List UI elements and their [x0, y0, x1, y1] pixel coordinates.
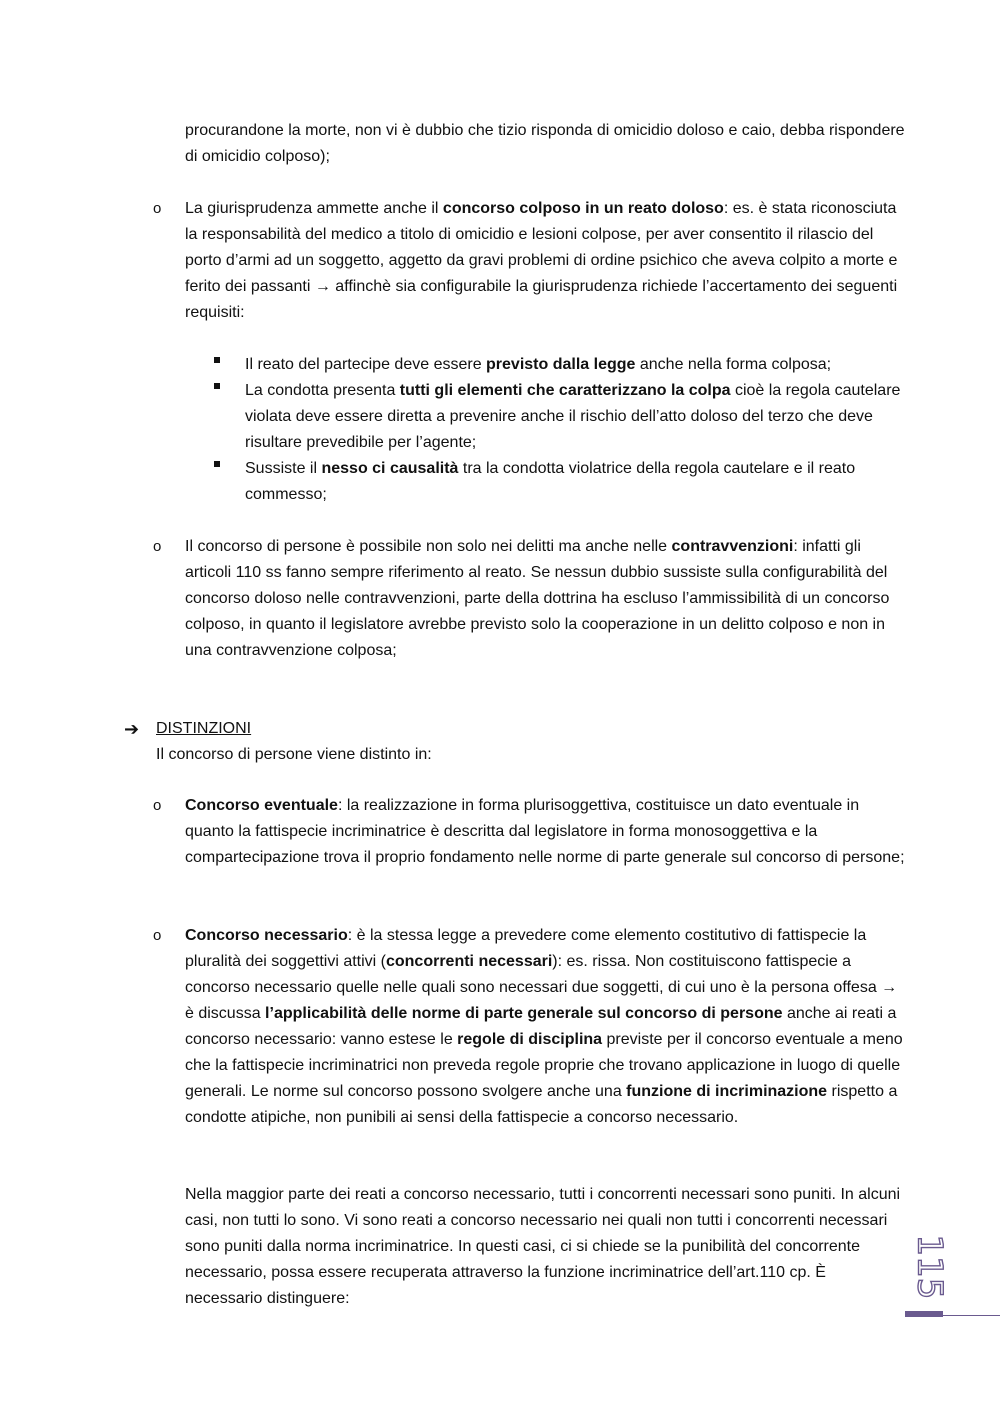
section-intro: Il concorso di persone viene distinto in:: [156, 746, 432, 763]
bullet-circle: o: [153, 927, 162, 944]
list-item-contravvenzioni: Il concorso di persone è possibile non solo nei delitti ma anche nelle contravvenzioni: infatti gli articoli 110 ss fanno sempre riferimento al reato. Se nessun dubbio sussiste sulla configurabilità del concorso doloso nelle contravvenzioni, parte della dottrina ha escluso l’ammissibilità di un concorso colposo, in quanto il legislatore avrebbe previsto solo la cooperazione in un delitto colposo e non in una contravvenzione colposa;: [185, 538, 890, 659]
paragraph-continuation: procurandone la morte, non vi è dubbio che tizio risponda di omicidio doloso e caio, debba rispondere di omicidio colposo);: [185, 122, 905, 165]
page-footer-line: [940, 1315, 1000, 1316]
list-item-concorso-colposo: La giurisprudenza ammette anche il concorso colposo in un reato doloso: es. è stata riconosciuta la responsabilità del medico a titolo di omicidio e lesioni colpose, per aver consentito il rilascio del porto d’armi ad un soggetto, aggetto da gravi problemi di ordine psichico che aveva colpito a morte e ferito dei passanti → affinchè sia configurabile la giurisprudenza richiede l’accertamento dei seguenti requisiti:: [185, 200, 898, 321]
bullet-circle: o: [153, 538, 162, 555]
section-heading: DISTINZIONI: [156, 720, 252, 737]
arrow-icon: →: [314, 278, 331, 295]
requirement-item: Sussiste il nesso ci causalità tra la condotta violatrice della regola cautelare e il reato commesso;: [245, 460, 856, 503]
page-number: [903, 1232, 953, 1302]
requirement-item: La condotta presenta tutti gli elementi che caratterizzano la colpa cioè la regola cautelare violata deve essere diretta a prevenire anche il rischio dell’atto doloso del terzo che deve risultare prevedibile per l’agente;: [245, 382, 901, 451]
paragraph-distinguere: Nella maggior parte dei reati a concorso necessario, tutti i concorrenti necessari sono puniti. In alcuni casi, non tutti lo sono. Vi sono reati a concorso necessario nei quali non tutti i concorrenti necessari sono puniti dalla norma incriminatrice. In questi casi, ci si chiede se la punibilità del concorrente necessario, possa essere recuperata attraverso la funzione incriminatrice dell’art.110 cp. È necessario distinguere:: [185, 1186, 901, 1307]
bullet-circle: o: [153, 797, 162, 814]
arrow-icon: →: [881, 979, 898, 996]
square-bullet-icon: [214, 357, 220, 363]
arrow-right-icon: ➔: [124, 719, 140, 739]
list-item-concorso-eventuale: Concorso eventuale: la realizzazione in forma plurisoggettiva, costituisce un dato eventuale in quanto la fattispecie incriminatrice è descritta dal legislatore in forma monosoggettiva e la compartecipazione trova il proprio fondamento nelle norme di parte generale sul concorso di persone;: [185, 797, 905, 866]
requirement-item: Il reato del partecipe deve essere previsto dalla legge anche nella forma colposa;: [245, 356, 832, 373]
square-bullet-icon: [214, 383, 220, 389]
svg-text:115: 115: [909, 1234, 950, 1300]
square-bullet-icon: [214, 461, 220, 467]
bullet-circle: o: [153, 200, 162, 217]
page-number-bar: [905, 1311, 943, 1317]
list-item-concorso-necessario: Concorso necessario: è la stessa legge a prevedere come elemento costitutivo di fattispecie la pluralità dei soggettivi attivi (concorrenti necessari): es. rissa. Non costituiscono fattispecie a concorso necessario quelle nelle quali sono necessari due soggetti, di cui uno è la persona offesa → è discussa l’applicabilità delle norme di parte generale sul concorso di persone anche ai reati a concorso necessario: vanno estese le regole di disciplina previste per il concorso eventuale a meno che la fattispecie incriminatrici non preveda regole proprie che trovano applicazione in luogo di quelle generali. Le norme sul concorso possono svolgere anche una funzione di incriminazione rispetto a condotte atipiche, non punibili ai sensi della fattispecie a concorso necessario.: [185, 927, 903, 1126]
